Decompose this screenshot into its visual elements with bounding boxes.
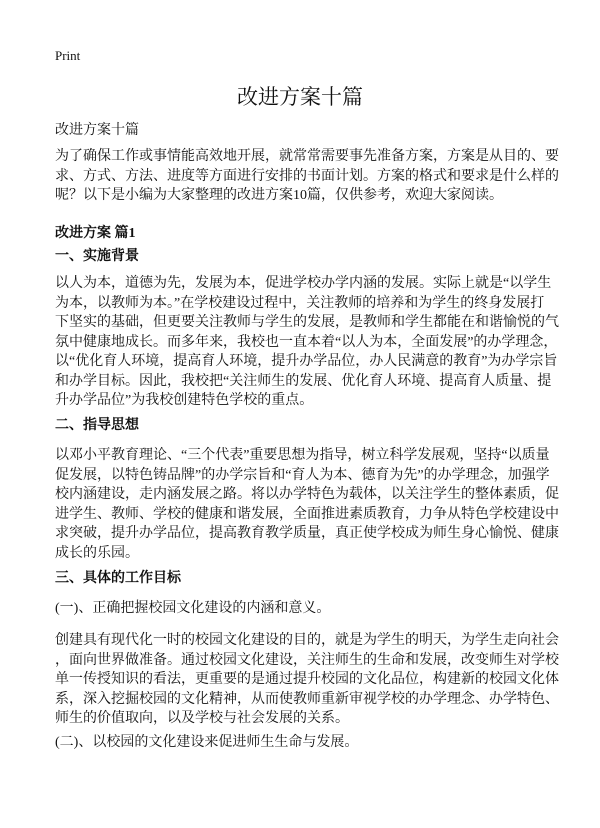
page-title: 改进方案十篇: [237, 85, 363, 109]
section-paragraph: 以人为本，道德为先，发展为本，促进学校办学内涵的发展。实际上就是“以学生 为本，以教师为本。”在学校建设过程中，关注教师的培养和为学生的终身发展打 下坚实的基础，但更要关注教师与学生的发展，是教师和学生都能在和谐愉悦的气 氛中健康地成长。而多年来，我校也一直本着“以人为本，全面发展”的办学理念， 以“优化育人环境，提高育人环境，提升办学品位，办人民满意的教育”为办学宗旨 和办学目标。因此，我校把“关注师生的发展、优化育人环境、提高育人质量、提 升办学品位”为我校创建特色学校的重点。: [55, 276, 559, 408]
section-heading: 二、指导思想: [55, 418, 139, 433]
print-link[interactable]: Print: [55, 48, 81, 63]
section-paragraph: 创建具有现代化一时的校园文化建设的目的，就是为学生的明天，为学生走向社会 ，面向世界做准备。通过校园文化建设，关注师生的生命和发展，改变师生对学校 单一传授知识的看法，更重要的是通过提升校园的文化品位，构建新的校园文化体 系，深入挖掘校园的文化精神，从而使教师重新审视学校的办学理念、办学特色、 师生的价值取向，以及学校与社会发展的关系。: [55, 633, 559, 726]
section-paragraph: 以邓小平教育理论、“三个代表”重要思想为指导，树立科学发展观，坚持“以质量 促发展，以特色铸品牌”的办学宗旨和“育人为本、德育为先”的办学理念，加强学 校内涵建设，走内涵发展之路。将以办学特色为载体，以关注学生的整体素质，促 进学生、教师、学校的健康和谐发展，全面推进素质教育，力争从特色学校建设中 求突破，提升办学品位，提高教育教学质量，真正使学校成为师生身心愉悦、健康 成长的乐园。: [55, 448, 559, 561]
subsection-heading: (一)、正确把握校园文化建设的内涵和意义。: [55, 601, 331, 616]
section-heading: 三、具体的工作目标: [55, 571, 181, 586]
intro-paragraph: 为了确保工作或事情能高效地开展，就常常需要事先准备方案，方案是从目的、要 求、方式、方法、进度等方面进行安排的书面计划。方案的格式和要求是什么样的 呢？以下是小编为大家整理的改进方案10篇，仅供参考，欢迎大家阅读。: [55, 149, 559, 203]
section-heading: 一、实施背景: [55, 249, 139, 264]
article-heading: 改进方案 篇1: [55, 226, 136, 241]
subtitle: 改进方案十篇: [55, 123, 139, 138]
subsection-heading: (二)、以校园的文化建设来促进师生生命与发展。: [55, 735, 359, 750]
